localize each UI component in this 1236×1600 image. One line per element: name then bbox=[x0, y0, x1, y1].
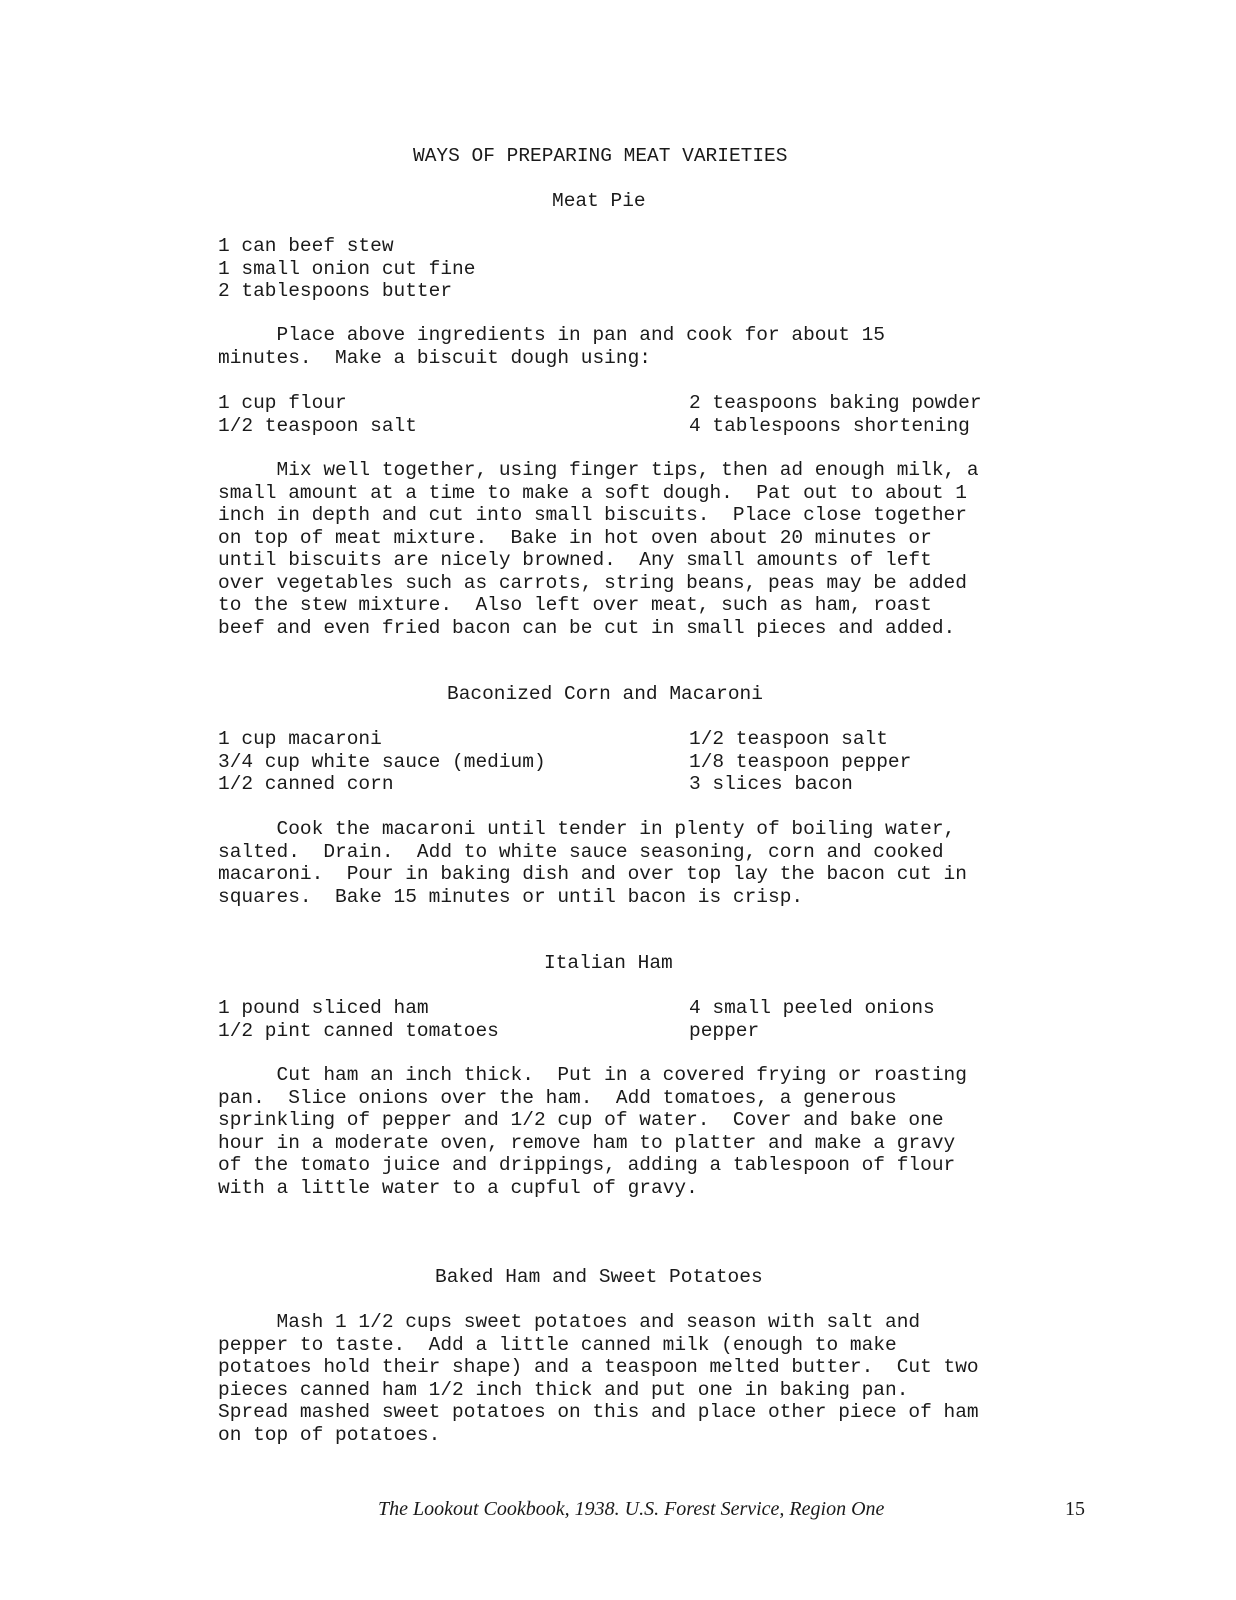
ingredient-line: 4 small peeled onions bbox=[689, 997, 935, 1019]
recipe-title-baked-ham: Baked Ham and Sweet Potatoes bbox=[435, 1266, 763, 1288]
ingredient-line: 2 tablespoons butter bbox=[218, 280, 453, 302]
text-line: inch in depth and cut into small biscuits. Place close together bbox=[218, 504, 967, 526]
text-line: Place above ingredients in pan and cook for about 15 bbox=[218, 324, 886, 346]
recipe-title-meat-pie: Meat Pie bbox=[552, 190, 646, 212]
text-line: Spread mashed sweet potatoes on this and place other piece of ham bbox=[218, 1401, 979, 1423]
text-line: pan. Slice onions over the ham. Add tomatoes, a generous bbox=[218, 1086, 897, 1109]
text-line: potatoes hold their shape) and a teaspoon melted butter. Cut two bbox=[218, 1356, 979, 1378]
instructions-italian-ham bbox=[218, 1064, 1038, 1199]
ingredient-line: 1 small onion cut fine bbox=[218, 257, 476, 280]
instructions-baconized-corn bbox=[218, 818, 1038, 908]
text-line: beef and even fried bacon can be cut in small pieces and added. bbox=[218, 616, 956, 639]
text-line: sprinkling of pepper and 1/2 cup of water. Cover and bake one bbox=[218, 1109, 944, 1131]
ingredient-line: 1/8 teaspoon pepper bbox=[689, 750, 912, 773]
ingredient-list-baconized-corn bbox=[218, 728, 1038, 796]
recipe-title-italian-ham: Italian Ham bbox=[544, 952, 673, 974]
ingredient-list-italian-ham bbox=[218, 997, 1038, 1042]
footer-citation: The Lookout Cookbook, 1938. U.S. Forest Service, Region One bbox=[378, 1498, 885, 1520]
ingredient-line: 1/2 teaspoon salt bbox=[689, 728, 888, 750]
ingredient-line: 1 pound sliced ham bbox=[218, 997, 429, 1019]
text-line: hour in a moderate oven, remove ham to platter and make a gravy bbox=[218, 1131, 956, 1154]
ingredient-line: 1/2 teaspoon salt bbox=[218, 414, 417, 437]
text-line: pepper to taste. Add a little canned milk (enough to make bbox=[218, 1333, 897, 1356]
ingredient-line: 3 slices bacon bbox=[689, 773, 853, 795]
text-line: Cut ham an inch thick. Put in a covered frying or roasting bbox=[218, 1064, 967, 1086]
text-line: with a little water to a cupful of gravy. bbox=[218, 1176, 698, 1199]
text-line: on top of meat mixture. Bake in hot oven about 20 minutes or bbox=[218, 526, 932, 549]
instructions-meat-pie-part-2 bbox=[218, 459, 1038, 639]
ingredient-line: 1/2 pint canned tomatoes bbox=[218, 1019, 499, 1042]
text-line: Mix well together, using finger tips, then ad enough milk, a bbox=[218, 459, 979, 481]
text-line: Mash 1 1/2 cups sweet potatoes and season with salt and bbox=[218, 1311, 921, 1333]
text-line: minutes. Make a biscuit dough using: bbox=[218, 346, 651, 369]
recipe-title-baconized-corn: Baconized Corn and Macaroni bbox=[447, 683, 763, 705]
text-line: macaroni. Pour in baking dish and over top lay the bacon cut in bbox=[218, 863, 967, 885]
ingredient-line: 1/2 canned corn bbox=[218, 773, 394, 795]
biscuit-ingredients bbox=[218, 392, 1038, 437]
text-line: pieces canned ham 1/2 inch thick and put one in baking pan. bbox=[218, 1378, 909, 1401]
text-line: Cook the macaroni until tender in plenty of boiling water, bbox=[218, 818, 956, 840]
ingredient-line: 3/4 cup white sauce (medium) bbox=[218, 750, 546, 773]
ingredient-line: 1 can beef stew bbox=[218, 235, 394, 257]
instructions-meat-pie-part-1 bbox=[218, 324, 1038, 369]
text-line: salted. Drain. Add to white sauce seasoning, corn and cooked bbox=[218, 840, 944, 863]
text-line: until biscuits are nicely browned. Any small amounts of left bbox=[218, 549, 932, 571]
text-line: of the tomato juice and drippings, adding a tablespoon of flour bbox=[218, 1154, 956, 1176]
text-line: squares. Bake 15 minutes or until bacon is crisp. bbox=[218, 885, 804, 908]
text-line: to the stew mixture. Also left over meat, such as ham, roast bbox=[218, 594, 932, 616]
page-title: WAYS OF PREPARING MEAT VARIETIES bbox=[413, 145, 788, 167]
page-number: 15 bbox=[1065, 1498, 1085, 1520]
instructions-baked-ham bbox=[218, 1311, 1038, 1446]
ingredient-line: 1 cup macaroni bbox=[218, 728, 382, 750]
text-line: on top of potatoes. bbox=[218, 1423, 441, 1446]
ingredient-line: 1 cup flour bbox=[218, 392, 347, 414]
text-line: over vegetables such as carrots, string beans, peas may be added bbox=[218, 571, 967, 594]
ingredient-list-meat-pie bbox=[218, 235, 1038, 303]
ingredient-line: pepper bbox=[689, 1019, 760, 1042]
ingredient-line: 4 tablespoons shortening bbox=[689, 414, 970, 437]
text-line: small amount at a time to make a soft dough. Pat out to about 1 bbox=[218, 481, 967, 504]
ingredient-line: 2 teaspoons baking powder bbox=[689, 392, 982, 414]
